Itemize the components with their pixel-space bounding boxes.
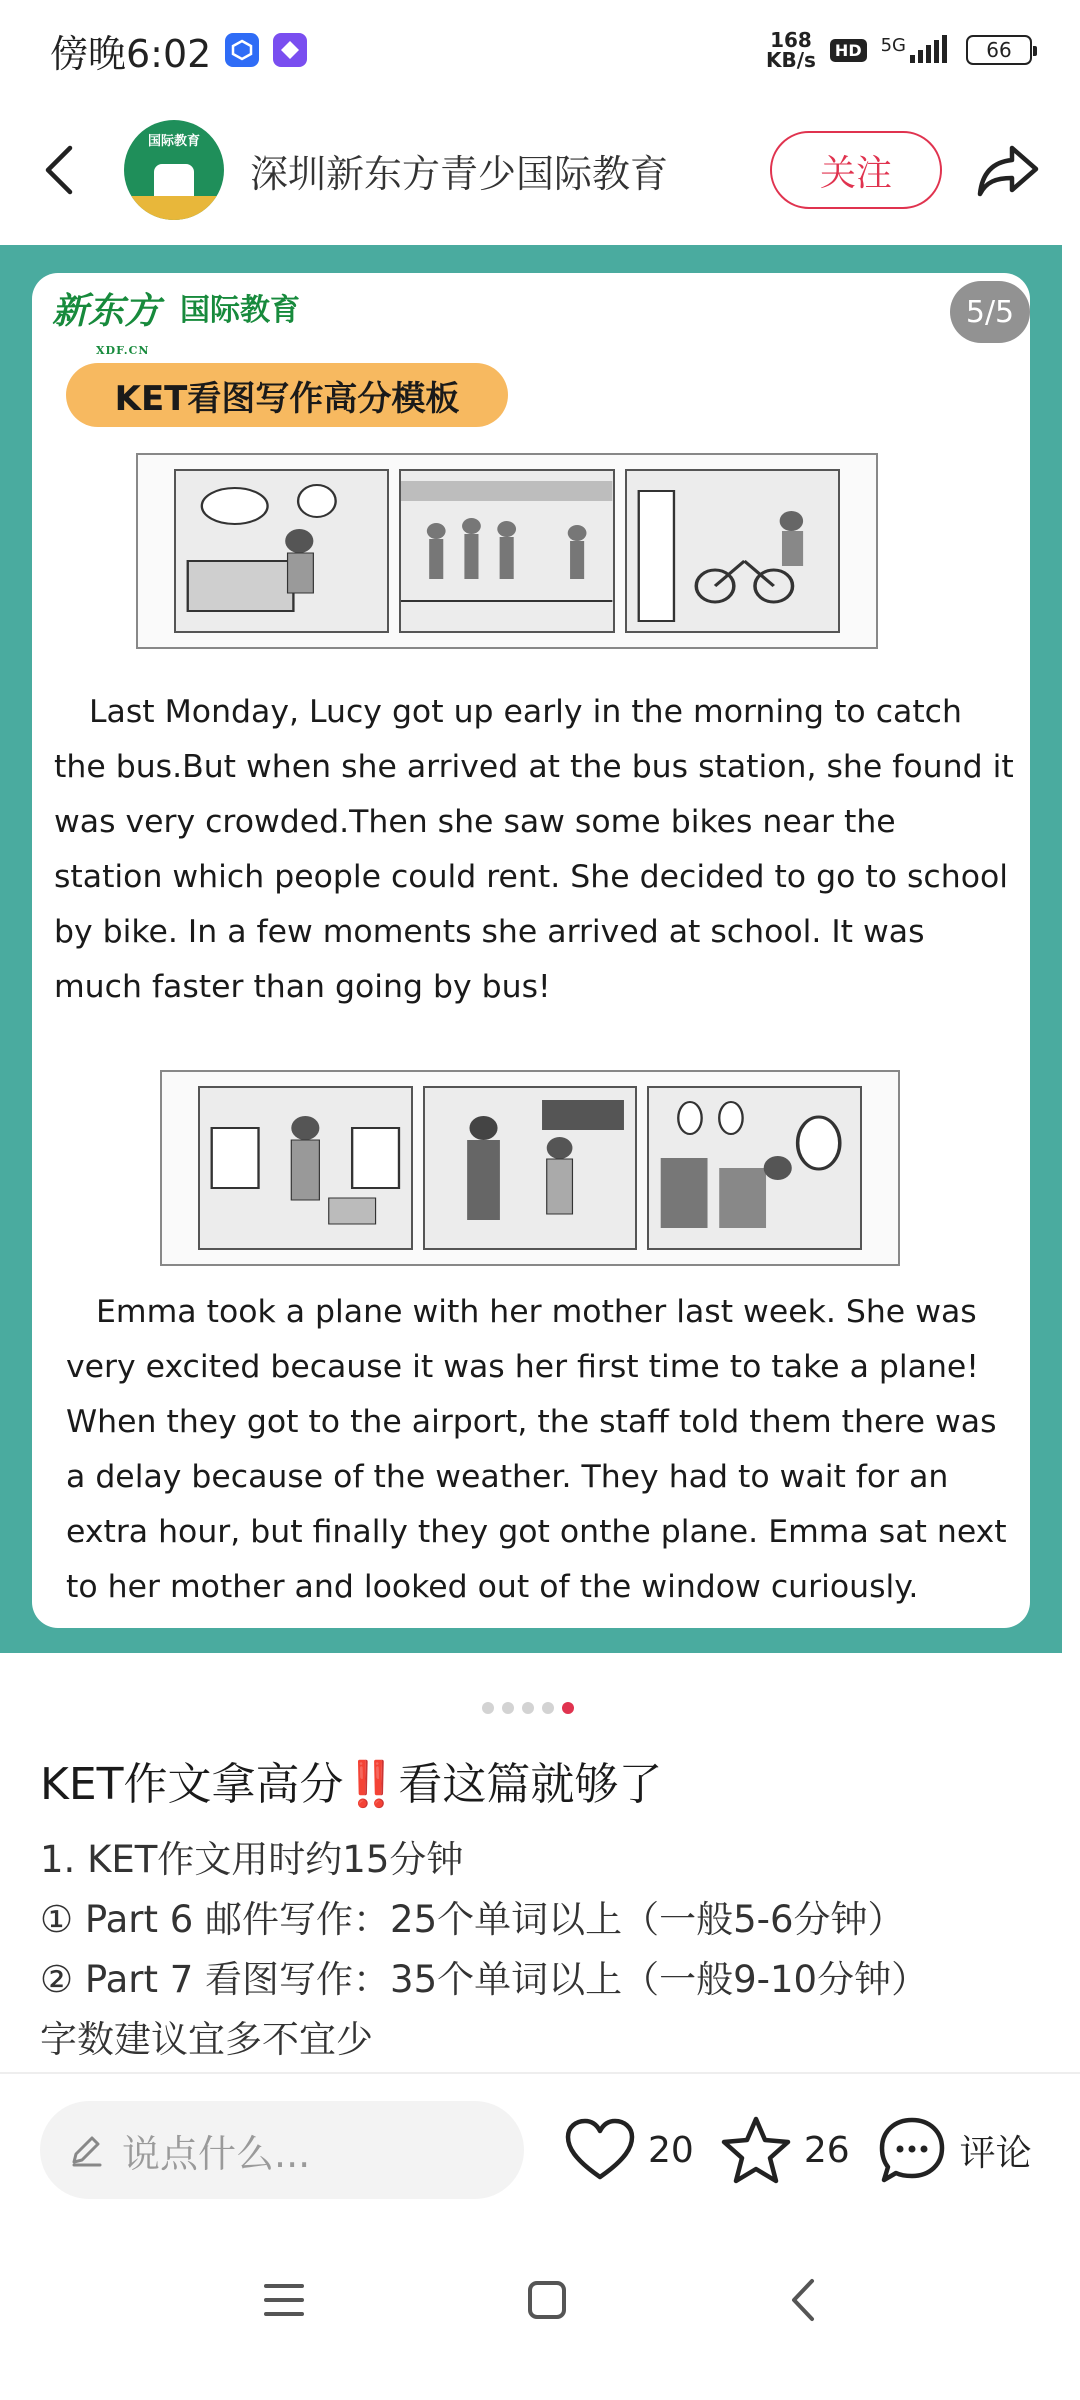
favorite-count: 26 bbox=[803, 2129, 850, 2171]
signal-icon: 5G bbox=[881, 35, 952, 65]
brand-logo: 新东方 XDF.CN bbox=[52, 290, 161, 357]
post-line: 字数建议宜多不宜少 bbox=[40, 2018, 373, 2061]
carousel-dot[interactable] bbox=[522, 1702, 534, 1714]
image-card bbox=[32, 273, 1030, 1628]
carousel-dot[interactable] bbox=[482, 1702, 494, 1714]
battery-icon: 66 bbox=[966, 35, 1032, 65]
system-nav-bar bbox=[0, 2250, 1080, 2350]
bottom-action-bar bbox=[0, 2090, 1080, 2210]
menu-icon[interactable] bbox=[262, 2280, 306, 2320]
carousel-dot[interactable] bbox=[502, 1702, 514, 1714]
carousel-indicator bbox=[482, 1702, 574, 1714]
brand-subtitle: 国际教育 bbox=[180, 293, 301, 328]
double-exclamation-icon: ‼️ bbox=[343, 1759, 399, 1810]
chevron-left-icon bbox=[40, 140, 80, 200]
picture-strip-plane bbox=[160, 1070, 900, 1266]
picture-strip-bus bbox=[136, 453, 878, 649]
back-button[interactable] bbox=[40, 130, 96, 210]
divider bbox=[0, 2072, 1080, 2074]
pencil-icon bbox=[68, 2132, 104, 2168]
back-nav-icon[interactable] bbox=[788, 2277, 818, 2323]
post-body bbox=[40, 1830, 1040, 2070]
share-button[interactable] bbox=[976, 138, 1040, 202]
illustration bbox=[198, 1086, 413, 1250]
illustration bbox=[647, 1086, 862, 1250]
status-bar bbox=[0, 0, 1080, 100]
illustration bbox=[399, 469, 614, 633]
heart-icon bbox=[564, 2117, 636, 2183]
home-icon[interactable] bbox=[526, 2279, 568, 2321]
image-counter: 5/5 bbox=[950, 281, 1030, 343]
story-paragraph-2: Emma took a plane with her mother last week. She was very excited because it was her first time to take a plane! When they got to the airport, the staff told them there was a delay because of the weather. They had to wait for an extra hour, but finally they got onthe plane. Emma sat next to her mother and looked out of the window curiously. bbox=[66, 1294, 1007, 1605]
post-line: ① Part 6 邮件写作：25个单词以上（一般5-6分钟） bbox=[40, 1898, 905, 1941]
app-notification-icon bbox=[225, 33, 259, 67]
carousel-dot-active[interactable] bbox=[562, 1702, 574, 1714]
like-button[interactable] bbox=[564, 2117, 694, 2183]
comment-placeholder: 说点什么... bbox=[122, 2131, 311, 2176]
post-title: KET作文拿高分‼️看这篇就够了 bbox=[40, 1759, 663, 1810]
post-line: 1. KET作文用时约15分钟 bbox=[40, 1838, 464, 1881]
star-icon bbox=[720, 2115, 792, 2185]
share-icon bbox=[976, 142, 1040, 198]
avatar[interactable]: 国际教育 bbox=[124, 120, 224, 220]
comment-label: 评论 bbox=[959, 2132, 1032, 2174]
illustration bbox=[174, 469, 389, 633]
post-header bbox=[0, 110, 1080, 230]
story-paragraph-1: Last Monday, Lucy got up early in the morning to catch the bus.But when she arrived at the bus station, she found it was very crowded.Then she saw some bikes near the station which people could rent. She decided to go to school by bike. In a few moments she arrived at school. It was much faster than going by bus! bbox=[54, 694, 1014, 1005]
comment-button[interactable] bbox=[876, 2114, 1032, 2186]
favorite-button[interactable] bbox=[720, 2115, 850, 2185]
carousel-dot[interactable] bbox=[542, 1702, 554, 1714]
illustration bbox=[423, 1086, 638, 1250]
illustration bbox=[625, 469, 840, 633]
comment-input[interactable] bbox=[40, 2101, 524, 2199]
network-speed: 168 KB/s bbox=[765, 28, 816, 72]
account-name[interactable]: 深圳新东方青少国际教育 bbox=[250, 151, 669, 196]
post-line: ② Part 7 看图写作：35个单词以上（一般9-10分钟） bbox=[40, 1958, 929, 2001]
card-title: KET看图写作高分模板 bbox=[66, 363, 508, 427]
app-notification-icon bbox=[273, 33, 307, 67]
follow-button[interactable]: 关注 bbox=[770, 131, 942, 209]
brand-header bbox=[52, 290, 301, 357]
status-time: 傍晚6:02 bbox=[50, 31, 212, 76]
chat-bubble-icon bbox=[876, 2114, 948, 2186]
hd-badge: HD bbox=[830, 39, 867, 62]
post-image[interactable] bbox=[0, 245, 1062, 1653]
like-count: 20 bbox=[648, 2129, 694, 2171]
